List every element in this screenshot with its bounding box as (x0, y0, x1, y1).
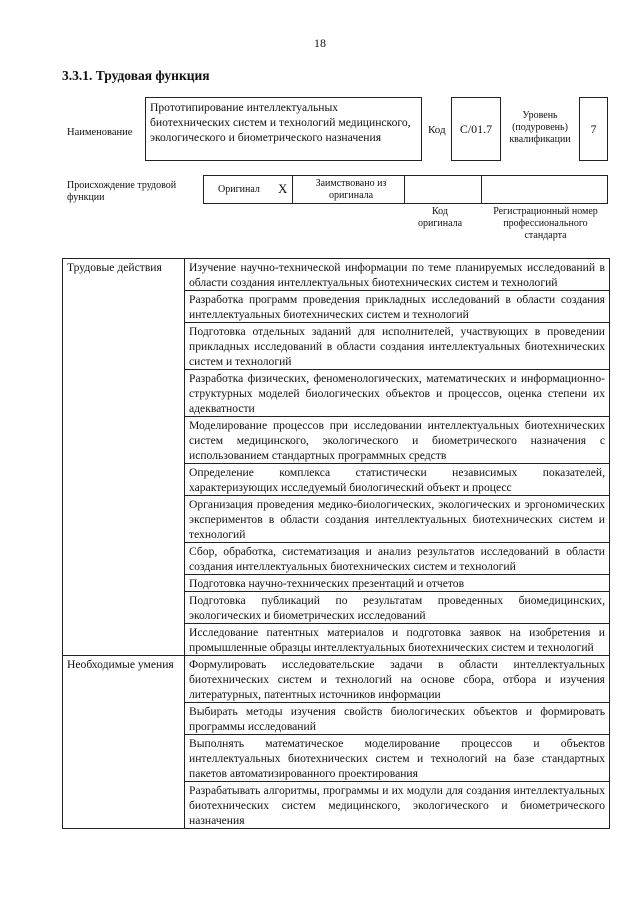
table-cell: Разработка программ проведения прикладных исследований в области создания интеллектуальных биотехнических систем и технологий (185, 291, 610, 323)
table-cell: Сбор, обработка, систематизация и анализ результатов исследований в области создания интеллектуальных биотехнических систем и технологий (185, 543, 610, 575)
level-label: Уровень (подуровень) квалификации (509, 110, 571, 145)
level-value-box (579, 97, 608, 161)
name-label: Наименование (67, 127, 133, 138)
function-name-box (145, 97, 422, 161)
table-cell: Подготовка отдельных заданий для исполнителей, участвующих в проведении прикладных исследований в области создания интеллектуальных биотехнических систем и технологий (185, 323, 610, 370)
table-cell: Разрабатывать алгоритмы, программы и их модули для создания интеллектуальных биотехнических систем медицинского, экологического и биометрического назначения (185, 782, 610, 829)
table-cell: Организация проведения медико-биологических, экологических и эргономических экспериментов в области создания интеллектуальных биотехнических систем и технологий (185, 496, 610, 543)
table-cell: Формулировать исследовательские задачи в области интеллектуальных биотехнических систем и технологий на основе сбора, отбора и изучения литературных, патентных источников информации (185, 656, 610, 703)
origin-divider (404, 176, 405, 203)
table-cell: Исследование патентных материалов и подготовка заявок на изобретения и промышленные образцы интеллектуальных биотехнических систем и технологий (185, 624, 610, 656)
category-cell: Трудовые действия (63, 259, 185, 656)
table-cell: Определение комплекса статистически независимых показателей, характеризующих исследуемый биологический объект и процесс (185, 464, 610, 496)
table-cell: Подготовка научно-технических презентаций и отчетов (185, 575, 610, 592)
function-details-table (62, 258, 610, 829)
origin-divider (292, 176, 293, 203)
level-value: 7 (590, 122, 597, 136)
table-cell: Выбирать методы изучения свойств биологических объектов и формировать программы исследований (185, 703, 610, 735)
page-number: 18 (314, 36, 326, 50)
table-cell: Моделирование процессов при исследовании интеллектуальных биотехнических систем медицинского, экологического и биометрического назначения с использованием стандартных программных средств (185, 417, 610, 464)
code-original-label: Код оригинала (417, 206, 463, 229)
code-label: Код (428, 124, 446, 136)
table-cell: Разработка физических, феноменологических, математических и информационно-структурных моделей биологических объектов и процессов, оценка степени их адекватности (185, 370, 610, 417)
code-value-box (451, 97, 501, 161)
table-cell: Выполнять математическое моделирование процессов и объектов интеллектуальных биотехнических систем и технологий на базе стандартных пакетов автоматизированного проектирования (185, 735, 610, 782)
original-label: Оригинал (218, 184, 260, 195)
reg-number-label: Регистрационный номер профессионального стандарта (493, 206, 598, 241)
table-row (63, 259, 610, 291)
category-cell: Необходимые умения (63, 656, 185, 829)
origin-divider (481, 176, 482, 203)
table-cell: Изучение научно-технической информации по теме планируемых исследований в области создания интеллектуальных биотехнических систем и технологий (185, 259, 610, 291)
origin-row (203, 175, 608, 204)
original-mark: X (278, 181, 288, 196)
origin-label: Происхождение трудовой функции (67, 180, 177, 203)
code-value: C/01.7 (459, 122, 493, 136)
borrowed-label: Заимствовано из оригинала (315, 178, 387, 201)
function-name-value: Прототипирование интеллектуальных биотехнических систем и технологий медицинского, экологического и биометрического назначения (150, 101, 411, 144)
table-row (63, 656, 610, 703)
section-title: 3.3.1. Трудовая функция (62, 68, 210, 83)
table-cell: Подготовка публикаций по результатам проведенных биомедицинских, экологических и биометрических исследований (185, 592, 610, 624)
